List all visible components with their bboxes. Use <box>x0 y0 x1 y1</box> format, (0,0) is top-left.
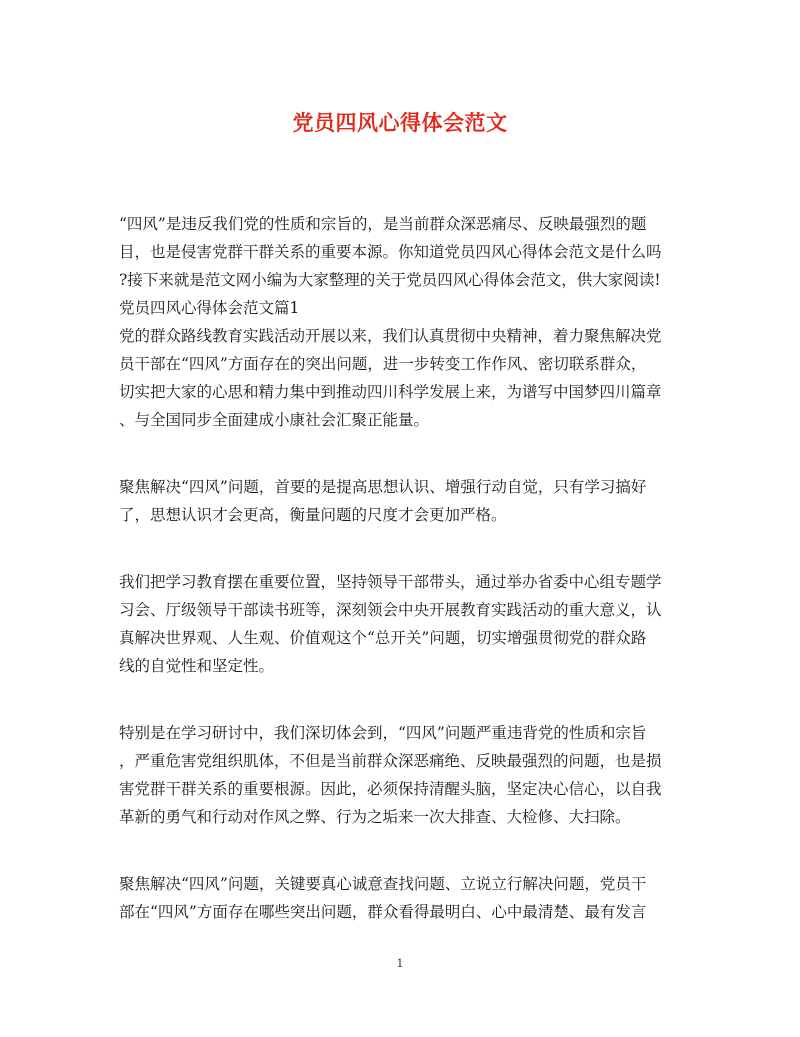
document-body <box>119 210 684 926</box>
text-line: 聚焦解决“四风”问题，关键要真心诚意查找问题、立说立行解决问题，党员干 <box>119 875 647 893</box>
text-line: 党的群众路线教育实践活动开展以来，我们认真贯彻中央精神，着力聚焦解决党 <box>119 327 662 345</box>
text-line: 革新的勇气和行动对作风之弊、行为之垢来一次大排查、大检修、大扫除。 <box>119 808 631 826</box>
text-line: 部在“四风”方面存在哪些突出问题，群众看得最明白、心中最清楚、最有发言 <box>119 903 647 921</box>
paragraph-gap <box>119 529 684 568</box>
text-line: 习会、厅级领导干部读书班等，深刻领会中央开展教育实践活动的重大意义，认 <box>119 601 662 619</box>
text-line: 切实把大家的心思和精力集中到推动四川科学发展上来，为谱写中国梦四川篇章 <box>119 383 662 401</box>
text-line: 真解决世界观、人生观、价值观这个“总开关”问题，切实增强贯彻党的群众路 <box>119 629 647 647</box>
text-line: 害党群干群关系的重要根源。因此，必须保持清醒头脑，坚定决心信心，以自我 <box>119 780 662 798</box>
text-line: ?接下来就是范文网小编为大家整理的关于党员四风心得体会范文，供大家阅读! <box>119 271 661 289</box>
page-number: 1 <box>396 957 404 970</box>
text-line: 、与全国同步全面建成小康社会汇聚正能量。 <box>119 411 430 429</box>
text-line: 聚焦解决“四风”问题，首要的是提高思想认识、增强行动自觉，只有学习搞好 <box>119 478 647 496</box>
paragraph-gap <box>119 434 684 473</box>
text-line: 线的自觉性和坚定性。 <box>119 657 275 675</box>
section-heading: 党员四风心得体会范文篇1 <box>119 299 300 317</box>
text-line: “四风”是违反我们党的性质和宗旨的，是当前群众深恶痛尽、反映最强烈的题 <box>119 215 647 233</box>
text-line: ，严重危害党组织肌体，不但是当前群众深恶痛绝、反映最强烈的问题，也是损 <box>119 752 662 770</box>
document-title: 党员四风心得体会范文 <box>292 110 508 135</box>
paragraph-gap <box>119 831 684 870</box>
text-line: 员干部在“四风”方面存在的突出问题，进一步转变工作作风、密切联系群众， <box>119 355 647 373</box>
text-line: 我们把学习教育摆在重要位置，坚持领导干部带头，通过举办省委中心组专题学 <box>119 573 662 591</box>
paragraph-gap <box>119 680 684 719</box>
text-line: 目，也是侵害党群干群关系的重要本源。你知道党员四风心得体会范文是什么吗 <box>119 243 662 261</box>
text-line: 了，思想认识才会更高，衡量问题的尺度才会更加严格。 <box>119 506 507 524</box>
text-line: 特别是在学习研讨中，我们深切体会到，“四风”问题严重违背党的性质和宗旨 <box>119 724 647 742</box>
